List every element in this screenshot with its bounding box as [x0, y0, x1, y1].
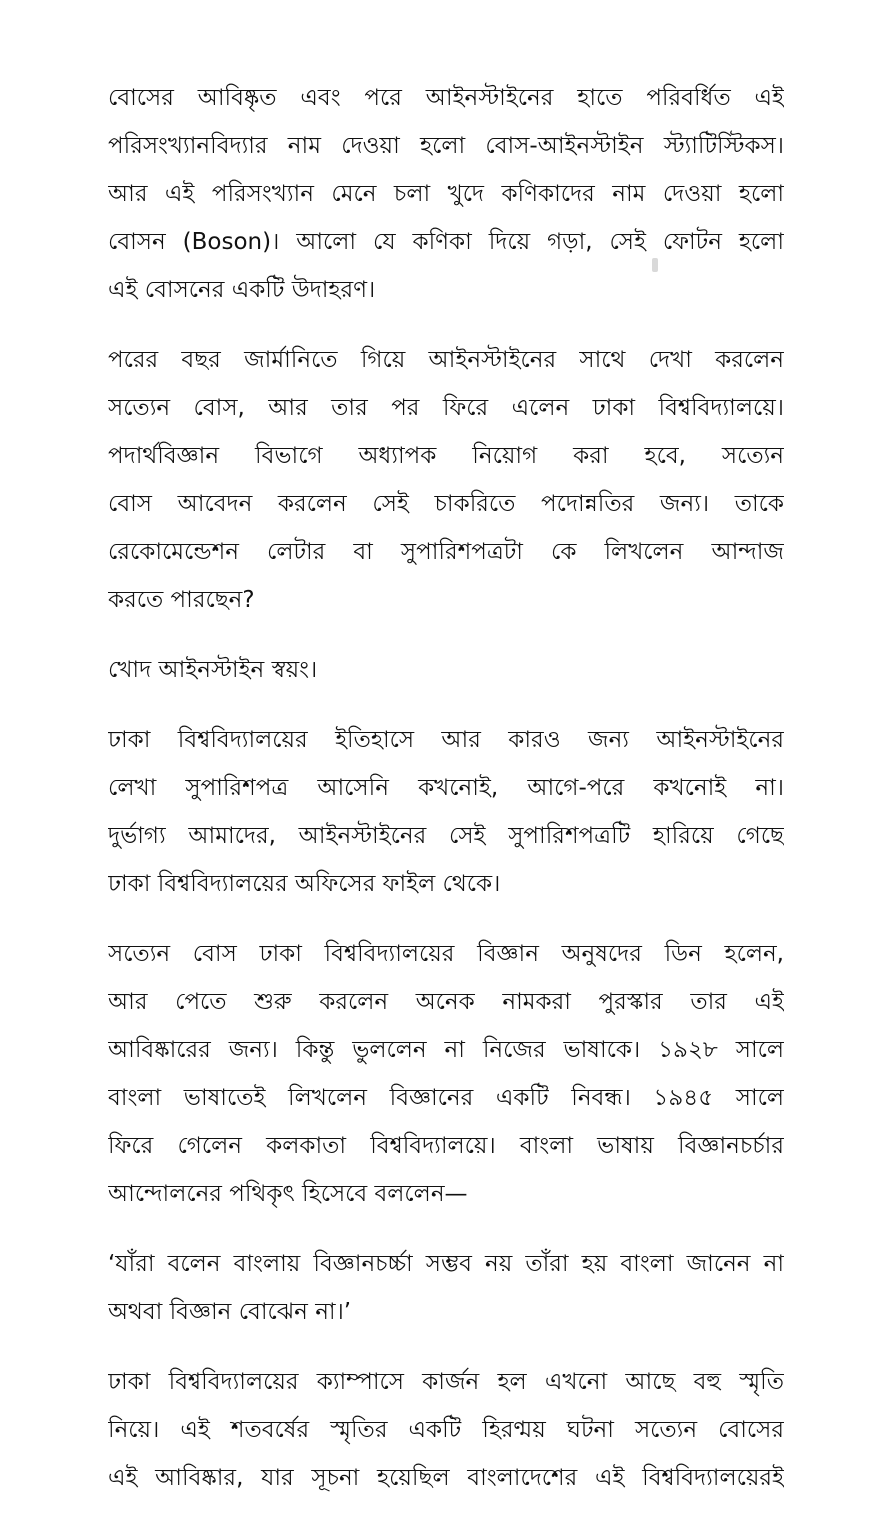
text-line: পরিসংখ্যানবিদ্যার নাম দেওয়া হলো বোস-আইনস্টাইন স্ট্যাটিস্টিকস। — [108, 133, 784, 159]
text-line: রেকোমেন্ডেশন লেটার বা সুপারিশপত্রটা কে লিখলেন আন্দাজ — [108, 539, 784, 565]
scan-speck — [652, 258, 658, 272]
text-line: ঢাকা বিশ্ববিদ্যালয়ের অফিসের ফাইল থেকে। — [108, 871, 501, 897]
text-line: আর এই পরিসংখ্যান মেনে চলা খুদে কণিকাদের নাম দেওয়া হলো — [108, 181, 784, 207]
paragraph-recommendation-letter — [108, 716, 784, 908]
paragraph-curzon-hall — [108, 1358, 784, 1502]
text-line: ‘যাঁরা বলেন বাংলায় বিজ্ঞানচর্চ্চা সম্ভব নয় তাঁরা হয় বাংলা জানেন না — [108, 1251, 784, 1277]
text-line: খোদ আইনস্টাইন স্বয়ং। — [108, 657, 318, 683]
text-line: পদার্থবিজ্ঞান বিভাগে অধ্যাপক নিয়োগ করা হবে, সত্যেন — [108, 443, 784, 469]
text-line: ঢাকা বিশ্ববিদ্যালয়ের ইতিহাসে আর কারও জন্য আইনস্টাইনের — [108, 727, 784, 753]
paragraph-germany-visit — [108, 336, 784, 624]
text-line: সত্যেন বোস, আর তার পর ফিরে এলেন ঢাকা বিশ্ববিদ্যালয়ে। — [108, 395, 784, 421]
text-line: করতে পারছেন? — [108, 587, 255, 613]
text-line: বোসন (Boson)। আলো যে কণিকা দিয়ে গড়া, সেই ফোটন হলো — [108, 229, 784, 255]
text-line: পরের বছর জার্মানিতে গিয়ে আইনস্টাইনের সাথে দেখা করলেন — [108, 347, 784, 373]
text-line: লেখা সুপারিশপত্র আসেনি কখনোই, আগে-পরে কখনোই না। — [108, 775, 784, 801]
text-line: এই আবিষ্কার, যার সূচনা হয়েছিল বাংলাদেশের এই বিশ্ববিদ্যালয়েরই — [108, 1465, 784, 1491]
text-line: আর পেতে শুরু করলেন অনেক নামকরা পুরস্কার তার এই — [108, 989, 784, 1015]
text-line: বোসের আবিষ্কৃত এবং পরে আইনস্টাইনের হাতে পরিবর্ধিত এই — [108, 85, 784, 111]
text-line: সত্যেন বোস ঢাকা বিশ্ববিদ্যালয়ের বিজ্ঞান অনুষদের ডিন হলেন, — [108, 941, 784, 967]
paragraph-einstein-himself — [108, 646, 784, 694]
text-line: এই বোসনের একটি উদাহরণ। — [108, 277, 376, 303]
text-line: বোস আবেদন করলেন সেই চাকরিতে পদোন্নতির জন্য। তাকে — [108, 491, 784, 517]
text-line: আন্দোলনের পথিকৃৎ হিসেবে বললেন— — [108, 1181, 468, 1207]
text-line: দুর্ভাগ্য আমাদের, আইনস্টাইনের সেই সুপারিশপত্রটি হারিয়ে গেছে — [108, 823, 784, 849]
paragraph-quote — [108, 1240, 784, 1336]
book-page — [108, 74, 784, 1524]
text-line: ফিরে গেলেন কলকাতা বিশ্ববিদ্যালয়ে। বাংলা ভাষায় বিজ্ঞানচর্চার — [108, 1133, 784, 1159]
text-line: নিয়ে। এই শতবর্ষের স্মৃতির একটি হিরণ্ময় ঘটনা সত্যেন বোসের — [108, 1417, 784, 1443]
paragraph-dean-and-bengali — [108, 930, 784, 1218]
paragraph-boson — [108, 74, 784, 314]
text-line: ঢাকা বিশ্ববিদ্যালয়ের ক্যাম্পাসে কার্জন হল এখনো আছে বহু স্মৃতি — [108, 1369, 784, 1395]
text-line: বাংলা ভাষাতেই লিখলেন বিজ্ঞানের একটি নিবন্ধ। ১৯৪৫ সালে — [108, 1085, 784, 1111]
text-line: অথবা বিজ্ঞান বোঝেন না।’ — [108, 1299, 352, 1325]
text-line: আবিষ্কারের জন্য। কিন্তু ভুললেন না নিজের ভাষাকে। ১৯২৮ সালে — [108, 1037, 784, 1063]
